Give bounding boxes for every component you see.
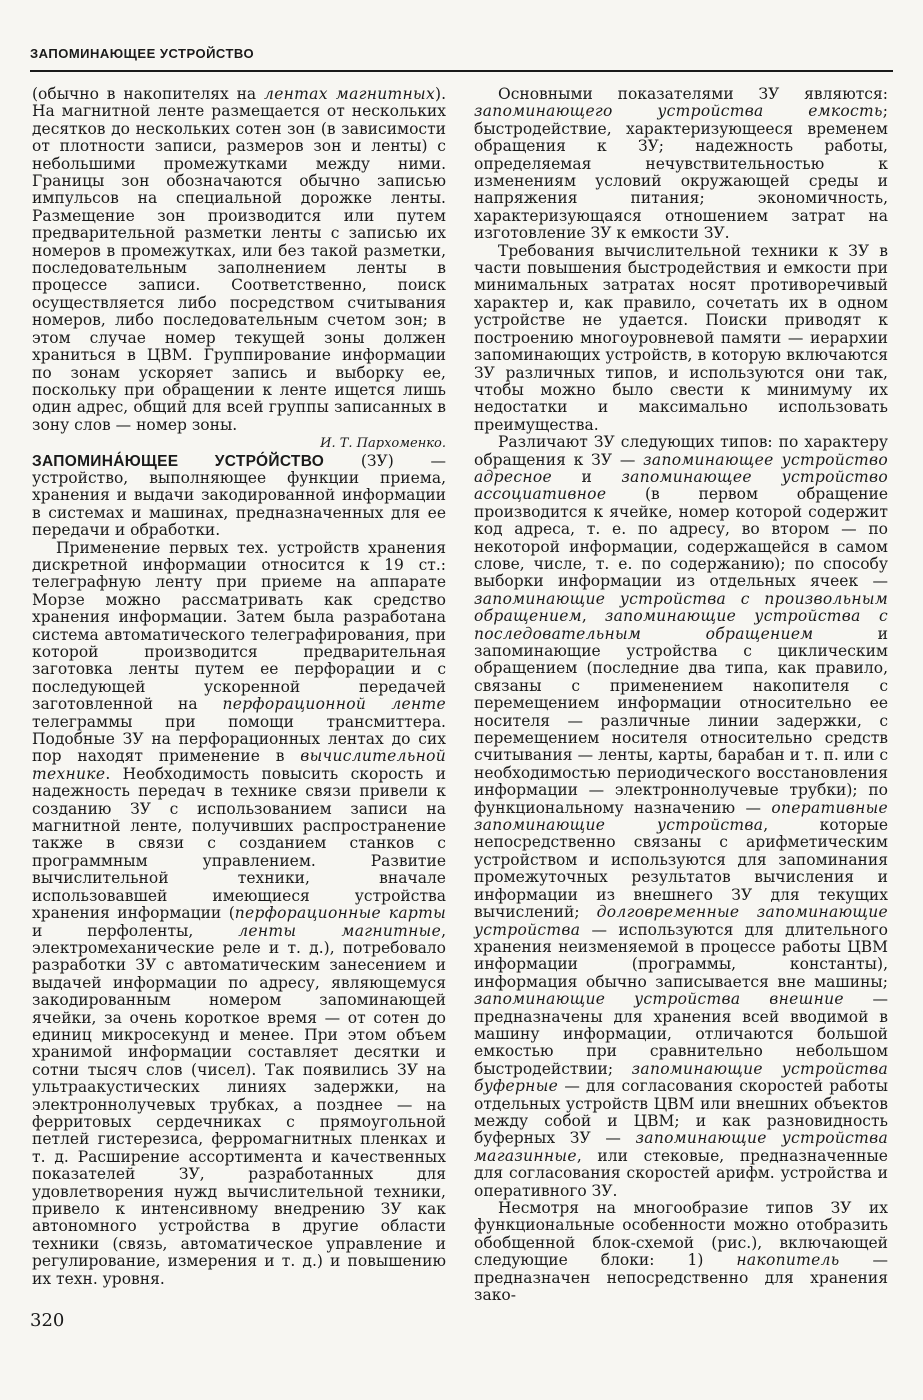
text-run: телеграммы при помощи трансмиттера. Подобные ЗУ на перфорационных лентах до сих пор находят применение в bbox=[32, 712, 446, 766]
text-run: , bbox=[581, 607, 605, 626]
headword: ЗАПОМИНА́ЮЩЕЕ УСТРО́ЙСТВО bbox=[32, 452, 325, 470]
text-run: Различают ЗУ следующих типов: по характеру обращения к ЗУ — bbox=[474, 433, 888, 469]
text-run: — предназначены для хранения всей вводимой в машину информации, отличаются большой емкостью при сравнительно небольшом быстродействии; bbox=[474, 990, 888, 1078]
italic-term: запоминающее устройство ассоциативное bbox=[474, 467, 888, 504]
text-run: — используются для длительного хранения неизменяемой в процессе работы ЦВМ информации (программы, константы), информация обычно записывается вне машины; bbox=[474, 920, 888, 991]
text-run: , электромеханические реле и т. д.), потребовало разработки ЗУ с автоматическим занесением и выдачей информации по адресу, являющемуся закодированным номером запоминающей ячейки, за очень короткое время — от сотен до единиц микросекунд и менее. При этом объем хранимой информации составляет десятки и сотни тысяч слов (чисел). Так появились ЗУ на ультраакустических линиях задержки, на электроннолучевых трубках, а позднее — на ферритовых сердечниках с прямоугольной петлей гистерезиса, ферромагнитных пленках и т. д. Расширение ассортимента и качественных показателей ЗУ, разработанных для удовлетворения нужд вычислительной техники, привело к интенсивному внедрению ЗУ как автономного устройства в другие области техники (связь, автоматическое управление и регулирование, измерения и т. д.) и повышению их техн. уровня. bbox=[32, 921, 446, 1288]
right-column bbox=[474, 86, 888, 1304]
italic-term: накопитель bbox=[736, 1251, 840, 1270]
italic-term: вычислительной технике bbox=[32, 747, 446, 783]
text-run: Требования вычислительной техники к ЗУ в части повышения быстродействия и емкости при минимальных затратах носят противоречивый характер и, как правило, сочетать их в одном устройстве не удается. Поиски приводят к построению многоуровневой памяти — иерархии запоминающих устройств, в которую включаются ЗУ различных типов, и используются они так, чтобы можно было свести к минимуму их недостатки и максимально использовать преимущества. bbox=[474, 241, 888, 434]
text-run: , которые непосредственно связаны с арифметическим устройством и используются для запоминания промежуточных результатов вычисления и информации из внешнего ЗУ для текущих вычислений; bbox=[474, 816, 888, 922]
text-run: Несмотря на многообразие типов ЗУ их функциональные особенности можно отобразить обобщенной блок-схемой (рис.), включающей следующие блоки: 1) bbox=[474, 1199, 888, 1270]
italic-term: оперативные запоминающие устройства bbox=[474, 798, 888, 835]
text-run: — для согласования скоростей работы отдельных устройств ЦВМ или внешних объектов между собой и ЦВМ; и как разновидность буферных ЗУ — bbox=[474, 1077, 888, 1148]
text-run: (ЗУ) — устройство, выполняющее функции приема, хранения и выдачи закодированной информации в системах и машинах, предназначенных для ее передачи и обработки. bbox=[32, 451, 446, 540]
text-run: и перфоленты, bbox=[32, 921, 239, 940]
paragraph bbox=[32, 540, 446, 1288]
page-number: 320 bbox=[30, 1310, 65, 1331]
paragraph bbox=[474, 434, 888, 1200]
left-column bbox=[32, 86, 446, 1288]
text-run: Основными показателями ЗУ являются: bbox=[498, 85, 888, 103]
author-signature: И. Т. Пархоменко. bbox=[320, 436, 446, 452]
text-run: ; быстродействие, характеризующееся временем обращения к ЗУ; надежность работы, определяемая нечувствительностью к изменениям условий окружающей среды и напряжения питания; экономичность, характеризующаяся отношением затрат на изготовление ЗУ к емкости ЗУ. bbox=[474, 102, 888, 243]
paragraph bbox=[474, 243, 888, 434]
text-run: — предназначен непосредственно для хранения зако- bbox=[474, 1251, 888, 1305]
paragraph bbox=[32, 86, 446, 434]
text-run: ). На магнитной ленте размещается от нескольких десятков до нескольких сотен зон (в зависимости от плотности записи, размеров зон и ленты) с небольшими промежутками между ними. Границы зон обозначаются обычно записью импульсов на специальной дорожке ленты. Размещение зон производится или путем предварительной разметки ленты с записью их номеров в промежутках, или без такой разметки, последовательным заполнением ленты в процессе записи. Соответственно, поиск осуществляется либо посредством считывания номеров, либо последовательным счетом зон; в этом случае номер текущей зоны должен храниться в ЦВМ. Группирование информации по зонам ускоряет запись и выборку ее, поскольку при обращении к ленте ищется лишь один адрес, общий для всей группы записанных в зону слов — номер зоны. bbox=[32, 85, 446, 434]
text-run: . Необходимость повысить скорость и надежность передач в технике связи привели к созданию ЗУ с использованием записи на магнитной ленте, получивших распространение также в связи с созданием станков с программным управлением. Развитие вычислительной техники, вначале использовавшей имеющиеся устройства хранения информации ( bbox=[32, 764, 446, 923]
italic-term: запоминающего устройства емкость bbox=[474, 102, 883, 121]
text-run: и bbox=[551, 467, 622, 486]
italic-term: запоминающие устройства с последовательным обращением bbox=[474, 607, 888, 643]
paragraph bbox=[474, 1200, 888, 1304]
italic-term: запоминающие устройства с произвольным обращением bbox=[474, 589, 888, 626]
paragraph bbox=[474, 86, 888, 243]
italic-term: перфорационной ленте bbox=[222, 695, 446, 714]
text-run: и запоминающие устройства с циклическим обращением (последние два типа, как правило, связаны с применением накопителя с перемещением информации относительно ее носителя — различные линии задержки, с перемещением носителя относительно средств считывания — ленты, карты, барабан и т. п. или с необходимостью периодического восстановления информации — электроннолучевые трубки); по функциональному назначению — bbox=[474, 624, 888, 817]
text-run: (в первом обращение производится к ячейке, номер которой содержит код адреса, т. е. по адресу, во втором — по некоторой информации, содержащейся в самом слове, числе, т. е. по содержанию); по способу выборки информации из отдельных ячеек — bbox=[474, 485, 888, 591]
italic-term: запоминающее устройство адресное bbox=[474, 450, 889, 486]
text-run: (обычно в накопителях на bbox=[32, 85, 265, 103]
italic-term: долговременные запоминающие устройства bbox=[474, 903, 889, 939]
header-rule bbox=[30, 70, 893, 72]
italic-term: перфорационные карты bbox=[234, 904, 446, 923]
running-head: ЗАПОМИНАЮЩЕЕ УСТРОЙСТВО bbox=[30, 46, 255, 61]
signature-line bbox=[32, 434, 446, 452]
text-run: , или стековые, предназначенные для согласования скоростей арифм. устройства и оперативного ЗУ. bbox=[474, 1146, 888, 1200]
italic-term: запоминающие устройства внешние bbox=[474, 990, 844, 1009]
italic-term: лентах магнитных bbox=[264, 85, 436, 103]
italic-term: запоминающие устройства буферные bbox=[474, 1059, 888, 1096]
text-run: Применение первых тех. устройств хранения дискретной информации относится к 19 ст.: телеграфную ленту при приеме на аппарате Морзе можно рассматривать как средство хранения информации. Затем была разработана система автоматического телеграфирования, при которой производится предварительная заготовка ленты путем ее перфорации и с последующей ускоренной передачей заготовленной на bbox=[32, 538, 446, 714]
italic-term: запоминающие устройства магазинные bbox=[474, 1129, 889, 1165]
italic-term: ленты магнитные bbox=[238, 921, 442, 940]
entry-definition bbox=[32, 453, 446, 540]
